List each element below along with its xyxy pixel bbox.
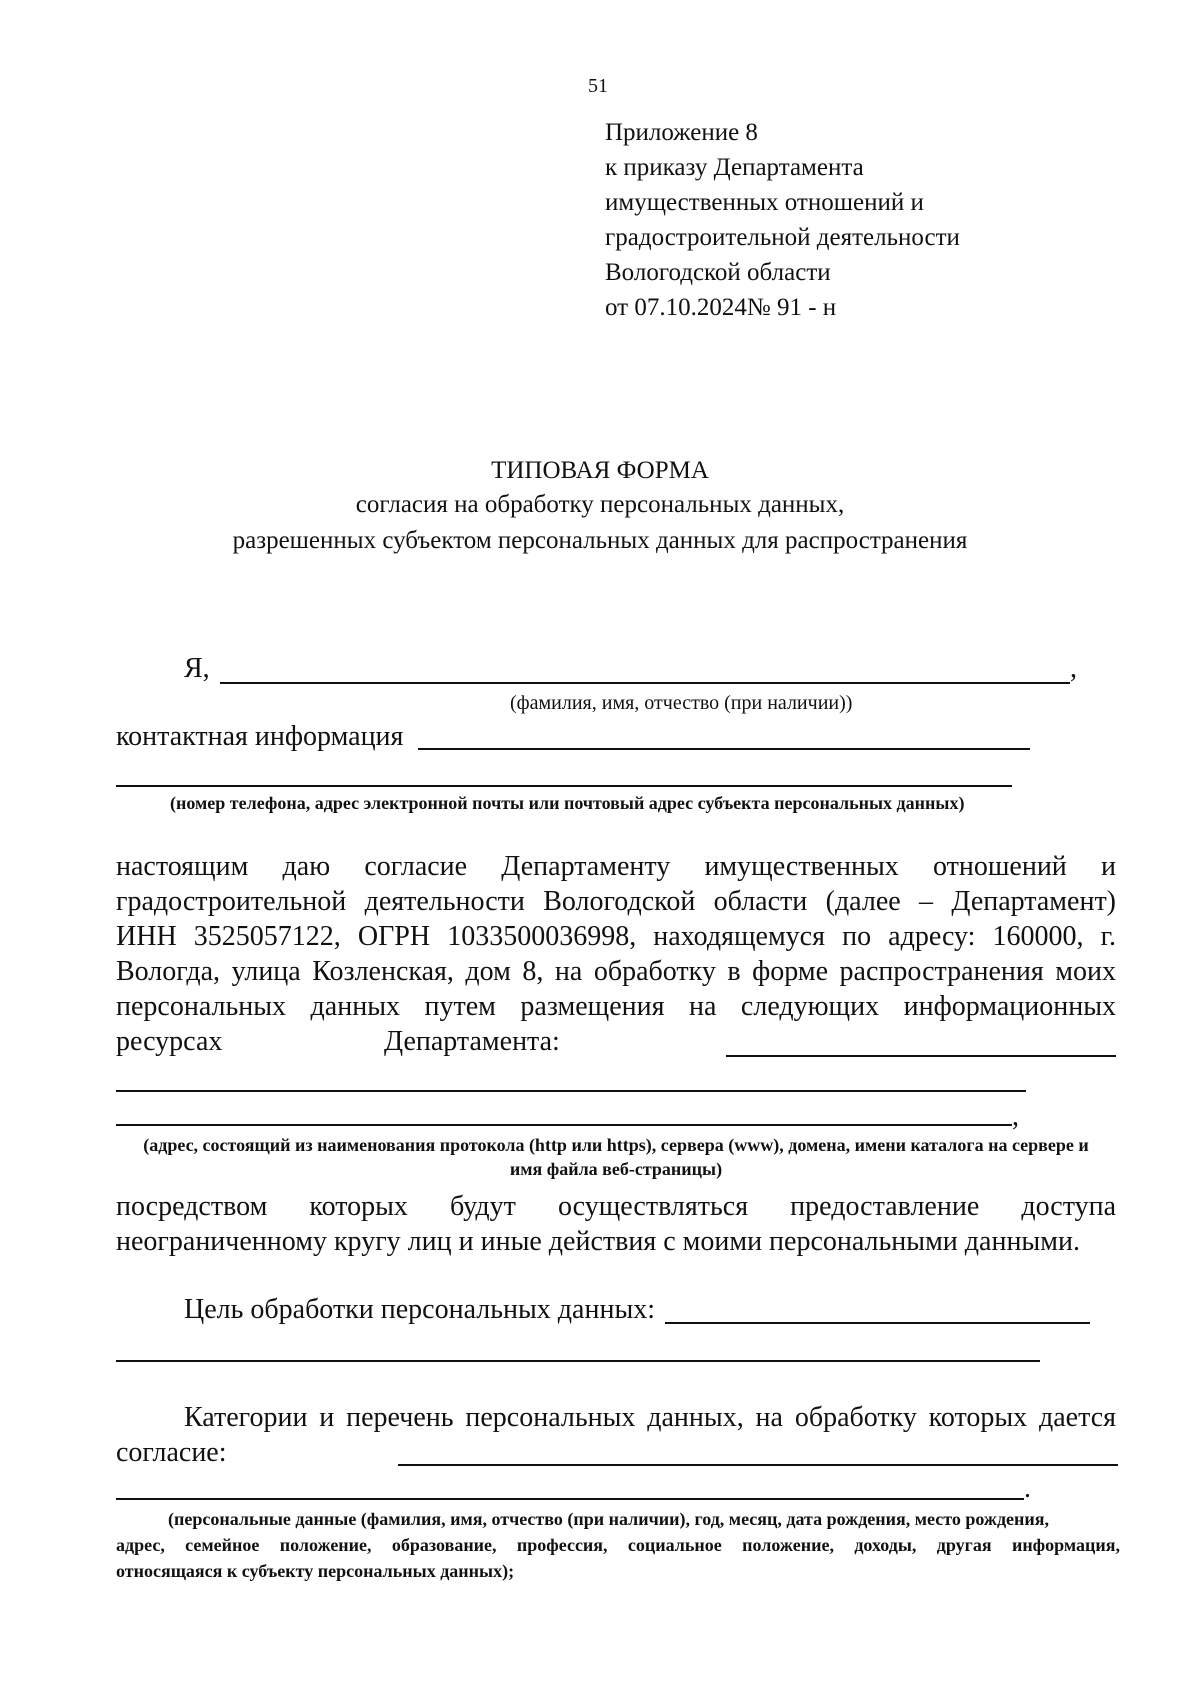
title-line: согласия на обработку персональных данных, [355, 491, 845, 518]
resource-input-line[interactable] [726, 1055, 1116, 1057]
title-line: разрешенных субъектом персональных данных для распространения [232, 527, 968, 554]
categories-input-line-2[interactable] [116, 1498, 1024, 1500]
appendix-line: градостроительной деятельности [605, 224, 960, 251]
page-number: 51 [588, 75, 608, 97]
address-caption: (адрес, состоящий из наименования протокола (http или https), сервера (www), домена, имени каталога на сервере и [143, 1135, 1089, 1155]
body-line: градостроительной деятельности Вологодской области (далее – Департамент) [116, 886, 1116, 917]
resource-input-line-2[interactable] [116, 1090, 1026, 1092]
contact-caption: (номер телефона, адрес электронной почты или почтовый адрес субъекта персональных данных) [170, 793, 965, 813]
access-line: неограниченному кругу лиц и иные действия с моими персональными данными. [116, 1226, 1080, 1257]
appendix-line: Вологодской области [605, 259, 831, 286]
appendix-line: имущественных отношений и [605, 189, 924, 216]
categories-caption: (персональные данные (фамилия, имя, отчество (при наличии), год, месяц, дата рождения, место рождения, [168, 1509, 1050, 1529]
body-line: ИНН 3525057122, ОГРН 1033500036998, находящемуся по адресу: 160000, г. [116, 921, 1116, 952]
contact-label: контактная информация [116, 721, 404, 752]
comma: , [1012, 1101, 1019, 1132]
appendix-line: от 07.10.2024№ 91 - н [605, 294, 837, 321]
body-line: Вологда, улица Козленская, дом 8, на обработку в форме распространения моих [116, 956, 1116, 987]
categories-line: Категории и перечень персональных данных, на обработку которых дается [184, 1402, 1116, 1433]
body-line: настоящим даю согласие Департаменту имущественных отношений и [116, 851, 1116, 882]
contact-input-line[interactable] [418, 748, 1030, 750]
fio-caption: (фамилия, имя, отчество (при наличии)) [510, 692, 853, 714]
categories-caption: относящаяся к субъекту персональных данных); [116, 1561, 515, 1581]
appendix-line: к приказу Департамента [605, 154, 864, 181]
categories-caption: адрес, семейное положение, образование, профессия, социальное положение, доходы, другая информация, [116, 1535, 1120, 1555]
i-label: Я, [184, 653, 210, 684]
purpose-input-line-2[interactable] [116, 1360, 1040, 1362]
address-caption: имя файла веб-страницы) [509, 1159, 723, 1179]
categories-line: согласие: [116, 1437, 227, 1468]
purpose-input-line[interactable] [665, 1322, 1090, 1324]
period: . [1024, 1473, 1031, 1504]
appendix-line: Приложение 8 [605, 119, 758, 146]
comma: , [1070, 653, 1077, 684]
resource-input-line-3[interactable] [116, 1124, 1012, 1126]
categories-input-line[interactable] [398, 1464, 1118, 1466]
body-line: Департамента: [384, 1026, 560, 1057]
body-line: ресурсах [116, 1026, 223, 1057]
body-line: персональных данных путем размещения на следующих информационных [116, 991, 1116, 1022]
purpose-label: Цель обработки персональных данных: [184, 1294, 656, 1325]
contact-input-line-2[interactable] [116, 785, 1012, 787]
fio-input-line[interactable] [220, 682, 1070, 684]
title-line: ТИПОВАЯ ФОРМА [491, 457, 709, 484]
access-line: посредством которых будут осуществляться предоставление доступа [116, 1191, 1116, 1222]
